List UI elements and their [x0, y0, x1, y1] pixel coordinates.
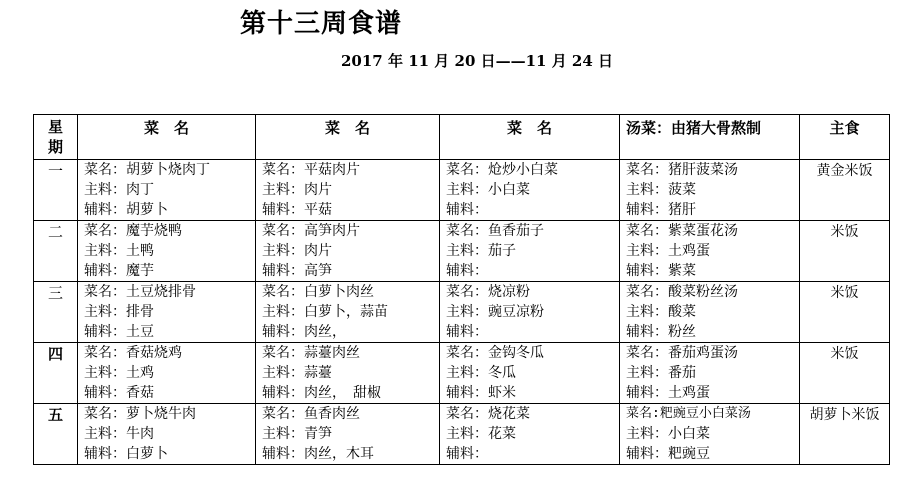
soup-cell: [620, 343, 800, 404]
dish-name: 菜名：土豆烧排骨: [84, 284, 196, 300]
date-range: 2017 年 11 月 20 日——11 月 24 日: [341, 52, 614, 70]
dish-name: 菜名：萝卜烧牛肉: [84, 406, 196, 422]
dish-name: 菜名：白萝卜肉丝: [262, 284, 374, 300]
dish-name: 菜名：鱼香肉丝: [262, 406, 360, 422]
soup-main: 主料：土鸡蛋: [626, 243, 710, 259]
header-staple: [800, 115, 890, 160]
soup-cell: [620, 160, 800, 221]
dish1-cell: [78, 404, 256, 465]
header-dish1: [78, 115, 256, 160]
header-dish2: [256, 115, 440, 160]
soup-name: 菜名：猪肝菠菜汤: [626, 162, 738, 178]
dish-aux: 辅料：魔芋: [84, 263, 154, 279]
dish-aux: 辅料：土豆: [84, 324, 154, 340]
dish3-cell: [440, 282, 620, 343]
day-cell: 二: [34, 221, 78, 282]
day-cell: 五: [34, 404, 78, 465]
soup-cell: [620, 282, 800, 343]
soup-main: 主料：酸菜: [626, 304, 696, 320]
dish-main: 主料：冬瓜: [446, 365, 516, 381]
dish-main: 主料：花菜: [446, 426, 516, 442]
dish3-cell: [440, 221, 620, 282]
dish-name: 菜名：胡萝卜烧肉丁: [84, 162, 210, 178]
soup-name: 菜名：紫菜蛋花汤: [626, 223, 738, 239]
header-staple-label: 主食: [829, 119, 860, 137]
dish-aux: 辅料：白萝卜: [84, 446, 168, 462]
soup-aux: 辅料：紫菜: [626, 263, 696, 279]
dish-main: 主料：土鸡: [84, 365, 154, 381]
staple-cell: 黄金米饭: [800, 160, 890, 221]
soup-name: 菜名：番茄鸡蛋汤: [626, 345, 738, 361]
dish-main: 主料：白萝卜，蒜苗: [262, 304, 388, 320]
dish-main: 主料：排骨: [84, 304, 154, 320]
day-cell: 一: [34, 160, 78, 221]
header-day: [34, 115, 78, 160]
dish-main: 主料：小白菜: [446, 182, 530, 198]
table-row: [34, 404, 890, 465]
soup-aux: 辅料：土鸡蛋: [626, 385, 710, 401]
day-cell: 四: [34, 343, 78, 404]
dish2-cell: [256, 160, 440, 221]
header-dish3: [440, 115, 620, 160]
dish3-cell: [440, 343, 620, 404]
dish-main: 主料：土鸭: [84, 243, 154, 259]
header-dish2-label: 菜 名: [324, 119, 370, 137]
table-row: [34, 221, 890, 282]
dish-main: 主料：豌豆凉粉: [446, 304, 544, 320]
dish-aux: 辅料：: [446, 324, 488, 340]
soup-aux: 辅料：猪肝: [626, 202, 696, 218]
table-row: [34, 160, 890, 221]
header-row: [34, 115, 890, 160]
dish2-cell: [256, 343, 440, 404]
page-title: 第十三周食谱: [240, 9, 403, 39]
dish2-cell: [256, 221, 440, 282]
dish-aux: 辅料：香菇: [84, 385, 154, 401]
dish-aux: 辅料：虾米: [446, 385, 516, 401]
header-dish3-label: 菜 名: [506, 119, 552, 137]
dish-main: 主料：茄子: [446, 243, 516, 259]
dish2-cell: [256, 282, 440, 343]
dish1-cell: [78, 282, 256, 343]
dish-aux: 辅料：胡萝卜: [84, 202, 168, 218]
dish1-cell: [78, 343, 256, 404]
soup-aux: 辅料：粑豌豆: [626, 446, 710, 462]
dish-name: 菜名：烧凉粉: [446, 284, 530, 300]
dish-main: 主料：肉片: [262, 243, 332, 259]
dish-main: 主料：肉片: [262, 182, 332, 198]
dish-main: 主料：青笋: [262, 426, 332, 442]
dish3-cell: [440, 404, 620, 465]
dish-aux: 辅料：高笋: [262, 263, 332, 279]
header-soup-label: 汤菜：由猪大骨熬制: [626, 119, 762, 137]
soup-name: 菜名：酸菜粉丝汤: [626, 284, 738, 300]
header-soup: [620, 115, 800, 160]
dish-aux: 辅料：平菇: [262, 202, 332, 218]
dish-name: 菜名：蒜薹肉丝: [262, 345, 360, 361]
soup-main: 主料：小白菜: [626, 426, 710, 442]
dish-name: 菜名：平菇肉片: [262, 162, 360, 178]
staple-cell: 米饭: [800, 343, 890, 404]
dish-aux: 辅料：: [446, 263, 488, 279]
dish-name: 菜名：鱼香茄子: [446, 223, 544, 239]
dish-main: 主料：肉丁: [84, 182, 154, 198]
dish-aux: 辅料：: [446, 446, 488, 462]
soup-cell: [620, 221, 800, 282]
header-dish1-label: 菜 名: [143, 119, 189, 137]
day-cell: 三: [34, 282, 78, 343]
soup-cell: [620, 404, 800, 465]
soup-main: 主料：番茄: [626, 365, 696, 381]
menu-table: [33, 114, 890, 465]
dish-main: 主料：蒜薹: [262, 365, 332, 381]
dish-aux: 辅料：肉丝，: [262, 324, 346, 340]
table-row: [34, 343, 890, 404]
soup-aux: 辅料：粉丝: [626, 324, 696, 340]
dish2-cell: [256, 404, 440, 465]
soup-name: 菜名:粑豌豆小白菜汤: [626, 406, 751, 421]
staple-cell: 米饭: [800, 282, 890, 343]
dish-name: 菜名：香菇烧鸡: [84, 345, 182, 361]
soup-main: 主料：菠菜: [626, 182, 696, 198]
dish3-cell: [440, 160, 620, 221]
table-row: [34, 282, 890, 343]
dish-main: 主料：牛肉: [84, 426, 154, 442]
header-day-label: 星 期: [47, 118, 63, 156]
dish1-cell: [78, 160, 256, 221]
dish-name: 菜名：金钩冬瓜: [446, 345, 544, 361]
dish-aux: 辅料：肉丝， 甜椒: [262, 385, 381, 401]
dish-name: 菜名：烧花菜: [446, 406, 530, 422]
dish-aux: 辅料：肉丝，木耳: [262, 446, 374, 462]
staple-cell: 米饭: [800, 221, 890, 282]
staple-cell: 胡萝卜米饭: [800, 404, 890, 465]
dish-name: 菜名：炝炒小白菜: [446, 162, 558, 178]
dish-name: 菜名：高笋肉片: [262, 223, 360, 239]
dish1-cell: [78, 221, 256, 282]
dish-name: 菜名：魔芋烧鸭: [84, 223, 182, 239]
dish-aux: 辅料：: [446, 202, 488, 218]
